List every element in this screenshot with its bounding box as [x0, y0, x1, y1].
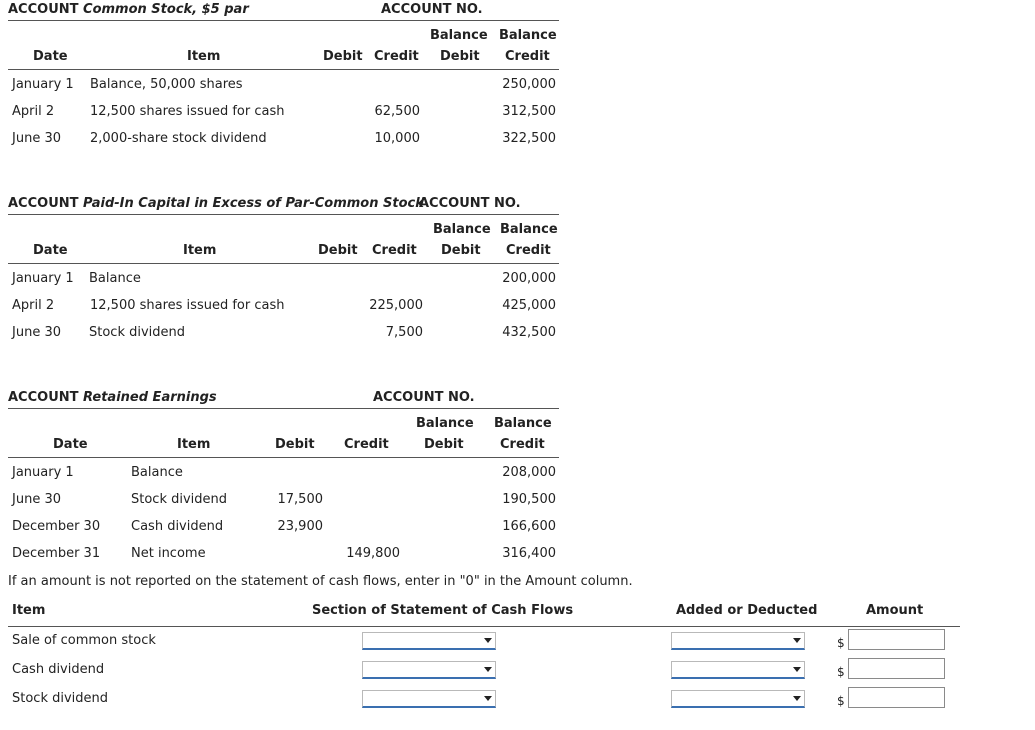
account-no-label: ACCOUNT NO.: [381, 2, 483, 17]
row-date: June 30: [12, 325, 61, 340]
section-select[interactable]: [362, 661, 496, 679]
amount-input[interactable]: [848, 629, 945, 650]
balance-debit-header: Debit: [440, 49, 480, 64]
ledger-paid-in-capital: [8, 196, 559, 366]
row-balance-credit: 425,000: [502, 298, 556, 313]
row-date: June 30: [12, 131, 61, 146]
row-item: Cash dividend: [131, 519, 224, 534]
item-header: Item: [177, 437, 211, 452]
row-balance-credit: 312,500: [502, 104, 556, 119]
balance-credit-header: Credit: [505, 49, 550, 64]
credit-header: Credit: [344, 437, 389, 452]
added-or-deducted-select[interactable]: [671, 690, 805, 708]
debit-header: Debit: [318, 243, 358, 258]
section-select[interactable]: [362, 690, 496, 708]
account-no-label: ACCOUNT NO.: [373, 390, 475, 405]
added-or-deducted-select[interactable]: [671, 661, 805, 679]
balance-credit-header: Credit: [500, 437, 545, 452]
row-item: Stock dividend: [89, 325, 186, 340]
balance-header: Balance: [500, 222, 558, 237]
account-name: Retained Earnings: [83, 390, 217, 405]
ledger-retained-earnings: [8, 390, 559, 560]
row-date: January 1: [12, 271, 74, 286]
divider: [8, 626, 960, 627]
row-date: April 2: [12, 104, 55, 119]
balance-header: Balance: [416, 416, 474, 431]
row-balance-credit: 316,400: [502, 546, 556, 561]
account-name: Common Stock, $5 par: [83, 2, 249, 17]
row-credit: 7,500: [385, 325, 423, 340]
balance-debit-header: Debit: [424, 437, 464, 452]
amount-input[interactable]: [848, 687, 945, 708]
dropdown-arrow-icon: [793, 696, 801, 701]
row-balance-credit: 200,000: [502, 271, 556, 286]
row-balance-credit: 166,600: [502, 519, 556, 534]
balance-header: Balance: [433, 222, 491, 237]
ledger-title: [8, 196, 424, 212]
dropdown-arrow-icon: [484, 667, 492, 672]
section-column-header: Section of Statement of Cash Flows: [312, 603, 574, 618]
row-item: Net income: [131, 546, 206, 561]
credit-header: Credit: [374, 49, 419, 64]
item-header: Item: [183, 243, 217, 258]
title-prefix: ACCOUNT: [8, 2, 79, 17]
row-credit: 62,500: [374, 104, 420, 119]
row-date: June 30: [12, 492, 61, 507]
row-credit: 149,800: [346, 546, 400, 561]
row-date: December 31: [12, 546, 101, 561]
balance-header: Balance: [499, 28, 557, 43]
row-balance-credit: 250,000: [502, 77, 556, 92]
amount-column-header: Amount: [866, 603, 924, 618]
added-or-deducted-select[interactable]: [671, 632, 805, 650]
balance-header: Balance: [494, 416, 552, 431]
row-item: Stock dividend: [131, 492, 228, 507]
instructions-text: If an amount is not reported on the statement of cash flows, enter in "0" in the Amount column.: [8, 574, 633, 589]
added-column-header: Added or Deducted: [676, 603, 818, 618]
row-balance-credit: 432,500: [502, 325, 556, 340]
row-date: December 30: [12, 519, 101, 534]
cash-flow-table: [8, 603, 960, 723]
date-header: Date: [33, 243, 68, 258]
dollar-sign: $: [837, 694, 845, 708]
row-date: January 1: [12, 77, 74, 92]
credit-header: Credit: [372, 243, 417, 258]
account-name: Paid-In Capital in Excess of Par-Common Stock: [83, 196, 424, 211]
ledger-title: [8, 2, 249, 18]
section-select[interactable]: [362, 632, 496, 650]
row-item-label: Sale of common stock: [12, 633, 156, 648]
balance-debit-header: Debit: [441, 243, 481, 258]
dropdown-arrow-icon: [793, 667, 801, 672]
balance-header: Balance: [430, 28, 488, 43]
row-balance-credit: 322,500: [502, 131, 556, 146]
row-item: 2,000-share stock dividend: [90, 131, 267, 146]
balance-credit-header: Credit: [506, 243, 551, 258]
dollar-sign: $: [837, 665, 845, 679]
row-date: January 1: [12, 465, 74, 480]
row-balance-credit: 208,000: [502, 465, 556, 480]
divider: [8, 408, 559, 409]
row-balance-credit: 190,500: [502, 492, 556, 507]
row-item: Balance: [131, 465, 183, 480]
row-credit: 10,000: [374, 131, 420, 146]
date-header: Date: [53, 437, 88, 452]
amount-input[interactable]: [848, 658, 945, 679]
dollar-sign: $: [837, 636, 845, 650]
item-column-header: Item: [12, 603, 46, 618]
row-debit: 23,900: [277, 519, 323, 534]
item-header: Item: [187, 49, 221, 64]
row-item: 12,500 shares issued for cash: [90, 104, 285, 119]
ledger-common-stock: [8, 2, 559, 172]
title-prefix: ACCOUNT: [8, 390, 79, 405]
divider: [8, 214, 559, 215]
date-header: Date: [33, 49, 68, 64]
row-date: April 2: [12, 298, 55, 313]
ledger-title: [8, 390, 217, 406]
row-item: 12,500 shares issued for cash: [90, 298, 285, 313]
row-debit: 17,500: [277, 492, 323, 507]
row-item-label: Stock dividend: [12, 691, 109, 706]
title-prefix: ACCOUNT: [8, 196, 79, 211]
divider: [8, 457, 559, 458]
row-item: Balance, 50,000 shares: [90, 77, 243, 92]
debit-header: Debit: [323, 49, 363, 64]
debit-header: Debit: [275, 437, 315, 452]
dropdown-arrow-icon: [484, 696, 492, 701]
divider: [8, 263, 559, 264]
dropdown-arrow-icon: [484, 638, 492, 643]
divider: [8, 20, 559, 21]
account-no-label: ACCOUNT NO.: [419, 196, 521, 211]
row-item: Balance: [89, 271, 141, 286]
dropdown-arrow-icon: [793, 638, 801, 643]
divider: [8, 69, 559, 70]
row-item-label: Cash dividend: [12, 662, 105, 677]
row-credit: 225,000: [369, 298, 423, 313]
